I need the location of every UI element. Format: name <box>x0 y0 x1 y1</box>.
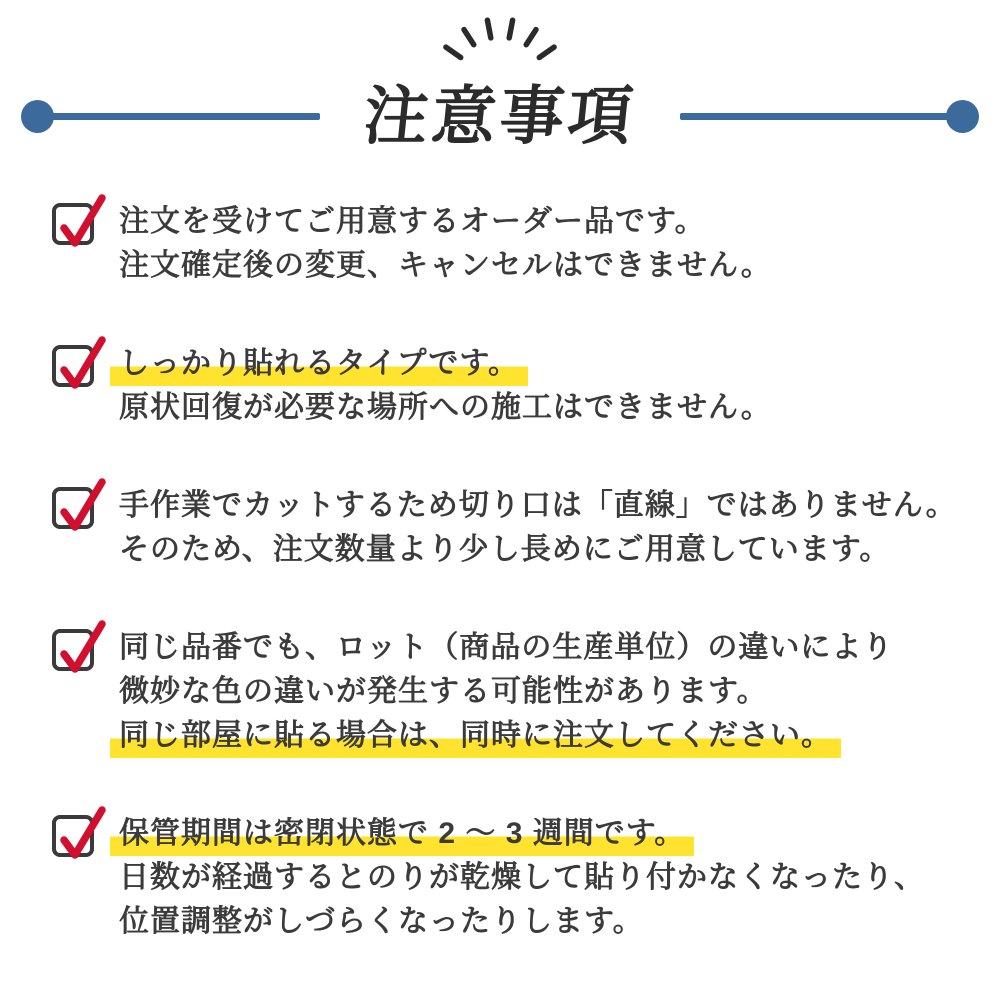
item-lines <box>119 200 772 288</box>
item-line <box>119 200 772 244</box>
checklist-item <box>52 812 960 944</box>
highlighted-text: しっかり貼れるタイプです。 <box>110 347 528 386</box>
checkbox-checked-icon <box>52 487 94 529</box>
dot-endpoint-icon <box>946 100 979 133</box>
checklist-item <box>52 484 960 572</box>
item-line <box>119 342 772 386</box>
line-text: 位置調整がしづらくなったりします。 <box>119 905 644 938</box>
item-line <box>119 670 893 714</box>
item-line <box>119 244 772 288</box>
checkmark-icon <box>56 819 98 861</box>
checklist <box>52 200 960 998</box>
checklist-item <box>52 200 960 288</box>
item-lines <box>119 342 772 430</box>
checkbox-checked-icon <box>52 345 94 387</box>
line-text: 同じ品番でも、ロット（商品の生産単位）の違いにより <box>119 631 894 664</box>
burst-rays-icon <box>0 0 1000 70</box>
checklist-item <box>52 342 960 430</box>
checklist-item <box>52 626 960 758</box>
item-line <box>119 856 925 900</box>
highlighted-text: 同じ部屋に貼る場合は、同時に注文してください。 <box>110 719 841 758</box>
item-lines <box>119 484 957 572</box>
item-line <box>119 626 893 670</box>
item-line <box>119 528 957 572</box>
highlighted-text: 保管期間は密閉状態で 2 ～ 3 週間です。 <box>110 817 694 856</box>
checkbox-checked-icon <box>52 629 94 671</box>
line-text: 注文を受けてご用意するオーダー品です。 <box>119 205 706 238</box>
checkbox-checked-icon <box>52 203 94 245</box>
divider-line <box>49 113 320 120</box>
item-line <box>119 386 772 430</box>
divider-line <box>680 113 951 120</box>
item-line <box>119 714 893 758</box>
checkmark-icon <box>56 491 98 533</box>
item-line <box>119 900 925 944</box>
line-text: 手作業でカットするため切り口は「直線」ではありません。 <box>119 489 957 522</box>
checkmark-icon <box>56 207 98 249</box>
line-text: 日数が経過するとのりが乾燥して貼り付かなくなったり、 <box>119 861 925 894</box>
item-lines <box>119 626 893 758</box>
line-text: 微妙な色の違いが発生する可能性があります。 <box>119 675 768 708</box>
line-text: 注文確定後の変更、キャンセルはできません。 <box>119 249 772 282</box>
item-line <box>119 484 957 528</box>
checkmark-icon <box>56 349 98 391</box>
line-text: 原状回復が必要な場所への施工はできません。 <box>119 391 772 424</box>
divider-right <box>680 100 979 133</box>
item-line <box>119 812 925 856</box>
header <box>0 82 1000 150</box>
page-title: 注意事項 <box>360 80 640 152</box>
divider-left <box>21 100 320 133</box>
line-text: そのため、注文数量より少し長めにご用意しています。 <box>119 533 891 566</box>
checkbox-checked-icon <box>52 815 94 857</box>
checkmark-icon <box>56 633 98 675</box>
item-lines <box>119 812 925 944</box>
